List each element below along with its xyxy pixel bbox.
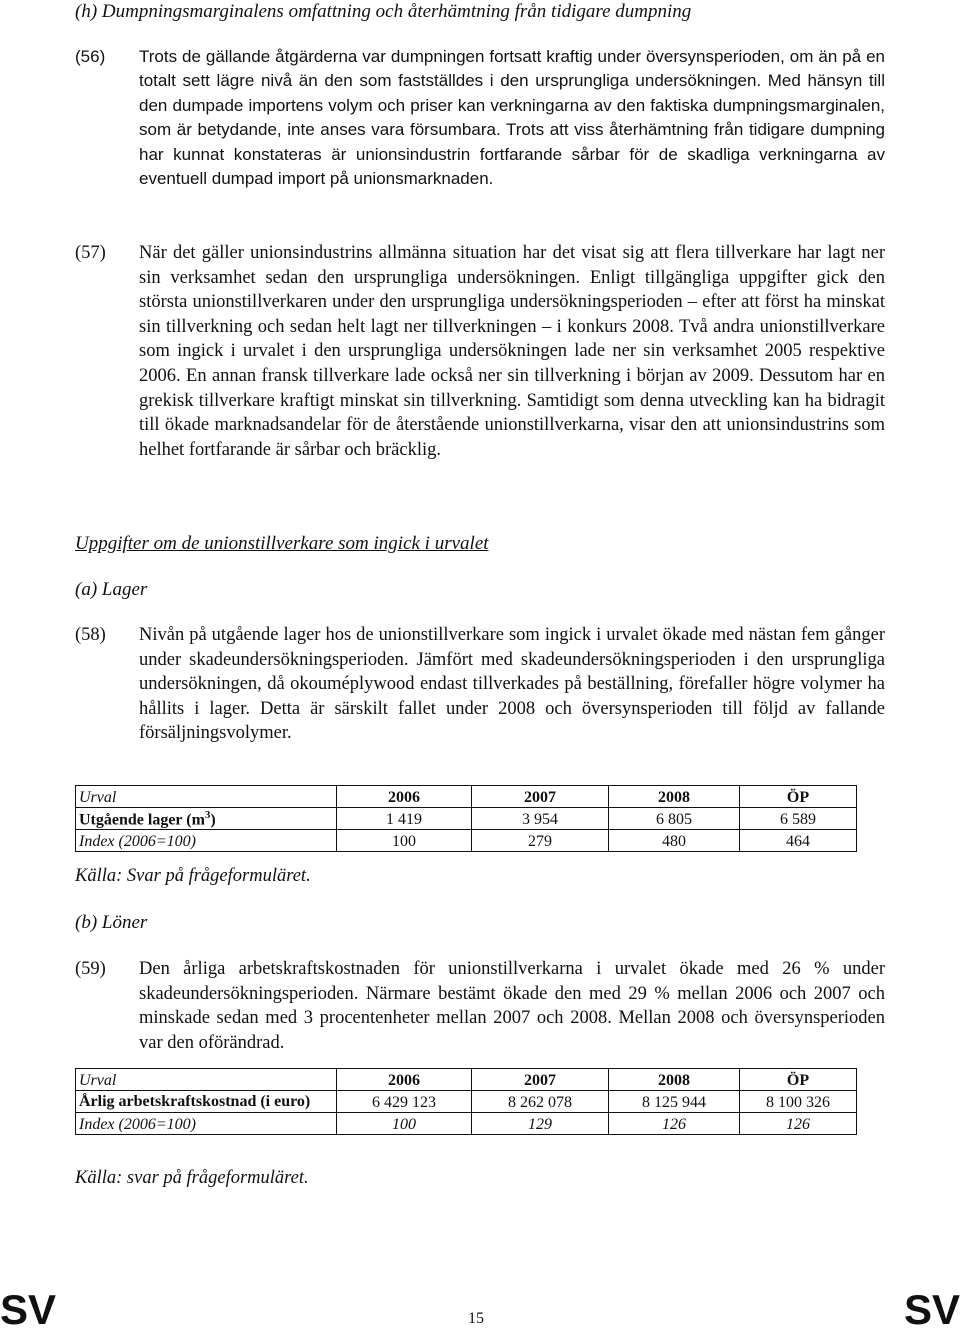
- subheading-uppgifter: Uppgifter om de unionstillverkare som ingick i urvalet: [75, 533, 489, 554]
- table-cell: Index (2006=100): [76, 830, 337, 852]
- table-row: [76, 1091, 857, 1113]
- table-source: Källa: Svar på frågeformuläret.: [75, 866, 311, 886]
- paragraph-number: (58): [75, 625, 106, 645]
- paragraph-58: [75, 623, 885, 746]
- paragraph-number: (57): [75, 243, 106, 263]
- table-cell: 100: [337, 830, 472, 852]
- table-cell: ÖP: [740, 1069, 857, 1091]
- section-h-heading: (h) Dumpningsmarginalens omfattning och återhämtning från tidigare dumpning: [75, 1, 692, 22]
- table-header-row: [76, 786, 857, 808]
- table-cell: 2006: [337, 786, 472, 808]
- table-row: [76, 1113, 857, 1135]
- footer-language-left: SV: [0, 1286, 57, 1333]
- table-cell: 6 429 123: [337, 1091, 472, 1113]
- lager-table: [75, 785, 857, 852]
- table-header-row: [76, 1069, 857, 1091]
- table-cell: 100: [337, 1113, 472, 1135]
- paragraph-57: [75, 241, 885, 462]
- table-cell: 279: [472, 830, 609, 852]
- footer-language-right: SV: [903, 1286, 960, 1333]
- table-row: [76, 830, 857, 852]
- table-cell: Årlig arbetskraftskostnad (i euro): [76, 1091, 337, 1113]
- paragraph-56: [75, 45, 885, 191]
- table-cell: 2007: [472, 1069, 609, 1091]
- table-cell: Utgående lager $(m^3)$: [76, 808, 337, 830]
- table-cell: 126: [740, 1113, 857, 1135]
- table-cell: 3 954: [472, 808, 609, 830]
- paragraph-59: [75, 957, 885, 1055]
- table-source: Källa: svar på frågeformuläret.: [75, 1168, 309, 1188]
- table-cell: Urval: [76, 1069, 337, 1091]
- table-cell: ÖP: [740, 786, 857, 808]
- table-cell: 8 125 944: [609, 1091, 740, 1113]
- heading-lager: (a) Lager: [75, 579, 148, 600]
- table-cell: 8 262 078: [472, 1091, 609, 1113]
- page-number: 15: [468, 1310, 484, 1327]
- paragraph-number: (56): [75, 47, 106, 66]
- table-row: [76, 808, 857, 830]
- table-cell: 2006: [337, 1069, 472, 1091]
- table-cell: 2008: [609, 786, 740, 808]
- table-cell: Urval: [76, 786, 337, 808]
- paragraph-number: (59): [75, 959, 106, 979]
- table-cell: 126: [609, 1113, 740, 1135]
- table-cell: 464: [740, 830, 857, 852]
- paragraph-text: Nivån på utgående lager hos de unionstillverkare som ingick i urvalet ökade med nästan fem gånger under skadeundersökningsperioden. Jämfört med skadeundersökningsperioden i den ursprungliga undersökningen, då okouméplywood endast tillverkades på beställning, förefaller högre volymer ha hållits i lager. Detta är särskilt fallet under 2008 och översynsperioden till följd av fallande försäljningsvolymer.: [139, 625, 885, 744]
- paragraph-text: Trots de gällande åtgärderna var dumpningen fortsatt kraftig under översynsperioden, om än på en totalt sett lägre nivå än den som fastställdes i den ursprungliga undersökningen. Med hänsyn till den dumpade importens volym och priser kan verkningarna av den faktiska dumpningsmarginalen, som är betydande, inte anses vara försumbara. Trots att viss återhämtning från tidigare dumpning har kunnat konstateras är unionsindustrin fortfarande sårbar för de skadliga verkningarna av eventuell dumpad import på unionsmarknaden.: [139, 47, 885, 189]
- table-cell: 1 419: [337, 808, 472, 830]
- paragraph-text: Den årliga arbetskraftskostnaden för unionstillverkarna i urvalet ökade med 26 % under skadeundersökningsperioden. Närmare bestämt ökade den med 29 % mellan 2006 och 2007 och minskade sedan med 3 procentenheter mellan 2007 och 2008. Mellan 2008 och översynsperioden var den oförändrad.: [139, 959, 885, 1053]
- table-cell: 8 100 326: [740, 1091, 857, 1113]
- heading-loner: (b) Löner: [75, 912, 148, 933]
- table-cell: 6 589: [740, 808, 857, 830]
- table-cell: 480: [609, 830, 740, 852]
- table-cell: 2007: [472, 786, 609, 808]
- loner-table: [75, 1068, 857, 1135]
- table-cell: Index (2006=100): [76, 1113, 337, 1135]
- table-cell: 129: [472, 1113, 609, 1135]
- table-cell: 2008: [609, 1069, 740, 1091]
- table-cell: 6 805: [609, 808, 740, 830]
- paragraph-text: När det gäller unionsindustrins allmänna situation har det visat sig att flera tillverkare har lagt ner sin verksamhet sedan den ursprungliga undersökningen. Enligt tillgängliga uppgifter gick den största unionstillverkaren under den ursprungliga undersökningsperioden – efter att först ha minskat sin tillverkning och sedan helt lagt ner tillverkningen – i konkurs 2008. Två andra unionstillverkare som ingick i urvalet i den ursprungliga undersökningen lade ner sin verksamhet 2005 respektive 2006. En annan fransk tillverkare lade också ner sin tillverkning i början av 2009. Dessutom har en grekisk tillverkare kraftigt minskat sin tillverkning. Samtidigt som denna utveckling kan ha bidragit till ökade marknadsandelar för de återstående unionstillverkarna, visar den att unionsindustrins som helhet fortfarande är sårbar och bräcklig.: [139, 243, 885, 460]
